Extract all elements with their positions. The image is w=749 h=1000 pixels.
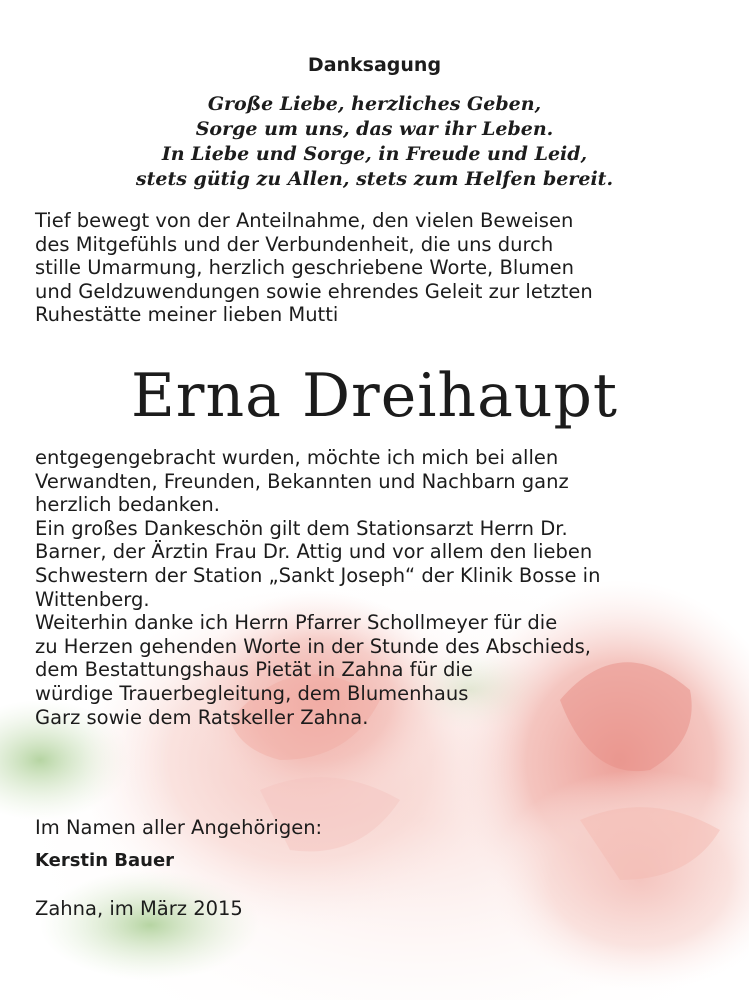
text-line: Verwandten, Freunden, Bekannten und Nachbarn ganz <box>35 469 569 493</box>
text-line: Ein großes Dankeschön gilt dem Stationsarzt Herrn Dr. <box>35 516 568 540</box>
text-line: und Geldzuwendungen sowie ehrendes Geleit zur letzten <box>35 279 593 303</box>
poem-line: stets gütig zu Allen, stets zum Helfen bereit. <box>135 168 614 190</box>
poem <box>0 92 749 192</box>
text-line: stille Umarmung, herzlich geschriebene Worte, Blumen <box>35 256 574 280</box>
notice-heading: Danksagung <box>307 54 442 76</box>
text-line: entgegengebracht wurden, möchte ich mich bei allen <box>35 446 559 469</box>
place-date: Zahna, im März 2015 <box>35 897 243 920</box>
body-paragraph <box>35 446 735 729</box>
text-line: Schwestern der Station „Sankt Joseph“ der Klinik Bosse in <box>35 563 601 587</box>
text-line: Barner, der Ärztin Frau Dr. Attig und vor allem den lieben <box>35 540 593 564</box>
text-line: Wittenberg. <box>35 587 150 611</box>
signature-intro: Im Namen aller Angehörigen: <box>35 816 323 839</box>
text-line: Weiterhin danke ich Herrn Pfarrer Schollmeyer für die <box>35 611 558 635</box>
text-line: Ruhestätte meiner lieben Mutti <box>35 303 339 327</box>
text-line: des Mitgefühls und der Verbundenheit, die uns durch <box>35 232 554 256</box>
text-line: Tief bewegt von der Anteilnahme, den vielen Beweisen <box>35 209 574 232</box>
poem-line: Sorge um uns, das war ihr Leben. <box>195 118 554 140</box>
poem-line: Große Liebe, herzliches Geben, <box>207 93 542 115</box>
intro-paragraph <box>35 209 735 327</box>
text-line: würdige Trauerbegleitung, dem Blumenhaus <box>35 681 469 705</box>
poem-line: In Liebe und Sorge, in Freude und Leid, <box>161 143 588 165</box>
text-line: zu Herzen gehenden Worte in der Stunde des Abschieds, <box>35 634 591 658</box>
text-line: herzlich bedanken. <box>35 493 220 517</box>
signature-name: Kerstin Bauer <box>35 850 175 871</box>
deceased-name: Erna Dreihaupt <box>130 361 619 431</box>
text-line: Garz sowie dem Ratskeller Zahna. <box>35 705 369 729</box>
text-line: dem Bestattungshaus Pietät in Zahna für die <box>35 658 473 682</box>
